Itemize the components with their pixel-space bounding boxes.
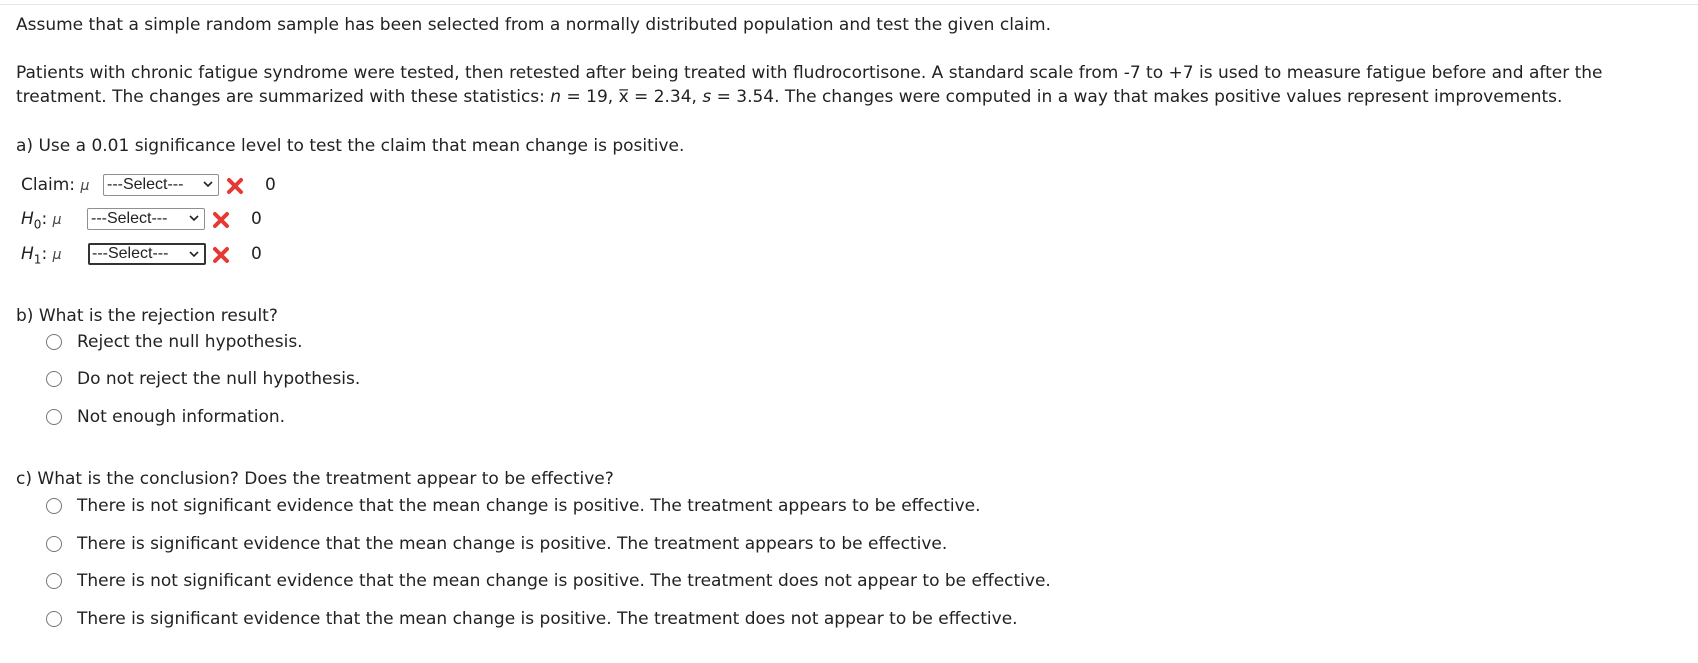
- problem-line-1: Patients with chronic fatigue syndrome were tested, then retested after being treated with fludrocortisone. A standard scale from -7 to +7 is used to measure fatigue before and after the: [16, 63, 1603, 83]
- radio-not-enough-info[interactable]: [46, 409, 62, 425]
- radio-conclusion-2[interactable]: [46, 536, 62, 552]
- h0-value: 0: [251, 209, 262, 229]
- incorrect-x-icon: [226, 177, 244, 195]
- option-not-enough-info[interactable]: Not enough information.: [77, 407, 286, 427]
- claim-label-text: Claim:: [21, 175, 76, 195]
- h1-colon: :: [41, 244, 48, 264]
- h1-subscript: 1: [33, 252, 42, 267]
- claim-label: [21, 175, 89, 196]
- radio-conclusion-3[interactable]: [46, 573, 62, 589]
- chevron-down-icon: [189, 215, 199, 222]
- problem-line-2-prefix: treatment. The changes are summarized with these statistics:: [16, 87, 551, 107]
- option-reject-null[interactable]: Reject the null hypothesis.: [77, 332, 303, 352]
- h1-operator-select[interactable]: [88, 243, 206, 265]
- incorrect-x-icon: [212, 246, 230, 264]
- h0-select-value: ---Select---: [91, 210, 168, 227]
- h1-mu-symbol: μ: [52, 247, 62, 263]
- part-b-question: b) What is the rejection result?: [16, 306, 278, 326]
- h0-subscript: 0: [33, 217, 42, 232]
- part-c-question: c) What is the conclusion? Does the treatment appear to be effective?: [16, 469, 614, 489]
- chevron-down-icon: [203, 181, 213, 188]
- option-conclusion-3[interactable]: There is not significant evidence that the mean change is positive. The treatment does not appear to be effective.: [77, 571, 1051, 591]
- xbar-value: = 2.34,: [628, 87, 703, 107]
- radio-reject-null[interactable]: [46, 334, 62, 350]
- h0-operator-select[interactable]: [87, 208, 205, 230]
- radio-conclusion-4[interactable]: [46, 611, 62, 627]
- h0-colon: :: [41, 209, 48, 229]
- claim-value: 0: [265, 175, 276, 195]
- option-do-not-reject-null[interactable]: Do not reject the null hypothesis.: [77, 369, 361, 389]
- problem-line-2: [16, 87, 1562, 107]
- n-symbol: n: [550, 87, 562, 107]
- h1-select-value: ---Select---: [92, 245, 169, 262]
- s-symbol: s: [702, 87, 712, 107]
- option-conclusion-4[interactable]: There is significant evidence that the mean change is positive. The treatment does not appear to be effective.: [77, 609, 1018, 629]
- radio-do-not-reject-null[interactable]: [46, 371, 62, 387]
- claim-select-value: ---Select---: [107, 176, 184, 193]
- h0-label: [21, 209, 62, 230]
- h0-mu-symbol: μ: [52, 212, 62, 228]
- option-conclusion-1[interactable]: There is not significant evidence that the mean change is positive. The treatment appears to be effective.: [77, 496, 981, 516]
- s-value: = 3.54. The changes were computed in a way that makes positive values represent improvements.: [711, 87, 1563, 107]
- h1-label-text: H: [21, 244, 34, 264]
- h1-label: [21, 244, 62, 265]
- option-conclusion-2[interactable]: There is significant evidence that the mean change is positive. The treatment appears to be effective.: [77, 534, 948, 554]
- h1-value: 0: [251, 244, 262, 264]
- instructions-text: Assume that a simple random sample has been selected from a normally distributed population and test the given claim.: [16, 15, 1052, 35]
- chevron-down-icon: [189, 251, 199, 258]
- radio-conclusion-1[interactable]: [46, 498, 62, 514]
- claim-operator-select[interactable]: [103, 174, 219, 196]
- part-a-question: a) Use a 0.01 significance level to test the claim that mean change is positive.: [16, 136, 685, 156]
- xbar-symbol: x̅: [618, 87, 629, 107]
- h0-label-text: H: [21, 209, 34, 229]
- claim-mu-symbol: μ: [80, 178, 90, 194]
- top-divider: [0, 4, 1698, 5]
- incorrect-x-icon: [212, 211, 230, 229]
- n-value: = 19,: [561, 87, 619, 107]
